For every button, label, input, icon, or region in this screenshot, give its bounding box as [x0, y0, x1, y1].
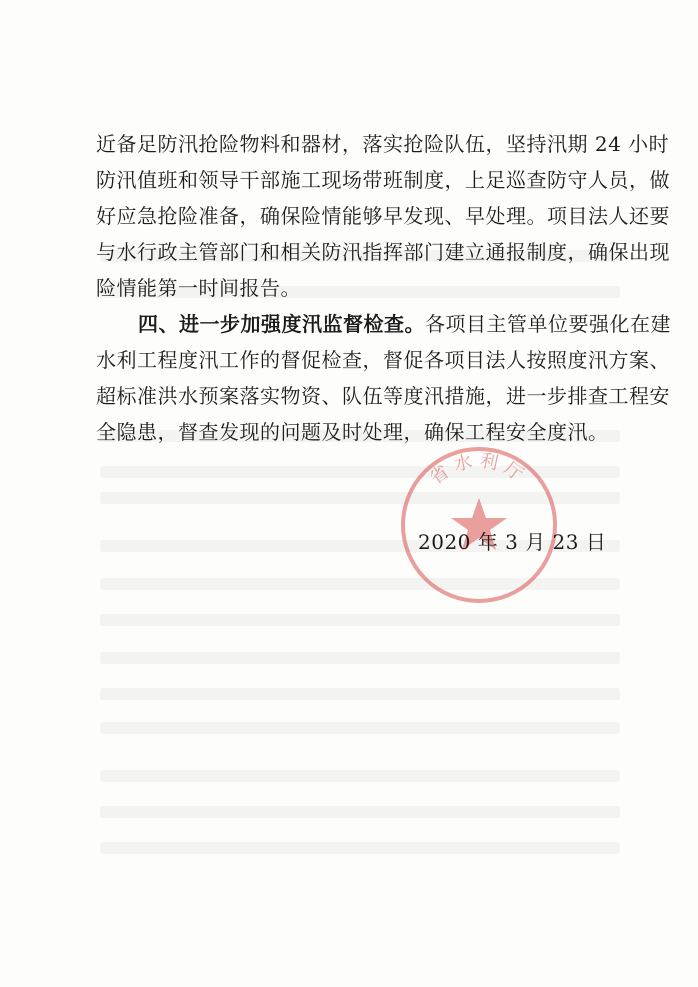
official-seal-icon [396, 442, 562, 608]
paragraph-line: 近备足防汛抢险物料和器材，落实抢险队伍，坚持汛期 24 小时 [96, 132, 670, 156]
paragraph-line: 水利工程度汛工作的督促检查，督促各项目法人按照度汛方案、 [96, 348, 670, 372]
bleed-through-line [100, 688, 620, 700]
paragraph-line: 全隐患，督查发现的问题及时处理，确保工程安全度汛。 [96, 420, 609, 444]
paragraph-line: 防汛值班和领导干部施工现场带班制度，上足巡查防守人员，做 [96, 168, 670, 192]
bleed-through-line [100, 652, 620, 664]
paragraph-line: 与水行政主管部门和相关防汛指挥部门建立通报制度，确保出现 [96, 240, 670, 264]
paragraph-line: 超标准洪水预案落实物资、队伍等度汛措施，进一步排查工程安 [96, 384, 670, 408]
bleed-through-line [100, 842, 620, 854]
bleed-through-line [100, 614, 620, 626]
section-four-first-line [96, 306, 671, 342]
bleed-through-line [100, 806, 620, 818]
paragraph-line: 险情能第一时间报告。 [96, 276, 301, 300]
document-body [96, 126, 671, 450]
document-date: 2020 年 3 月 23 日 [418, 530, 607, 554]
bleed-through-line [100, 770, 620, 782]
section-heading: 四、进一步加强度汛监督检查。 [138, 312, 425, 336]
section-text: 各项目主管单位要强化在建 [425, 312, 671, 336]
bleed-through-line [100, 722, 620, 734]
paragraph-line: 好应急抢险准备，确保险情能够早发现、早处理。项目法人还要 [96, 204, 670, 228]
seal-text: 省水利厅 [426, 450, 532, 489]
